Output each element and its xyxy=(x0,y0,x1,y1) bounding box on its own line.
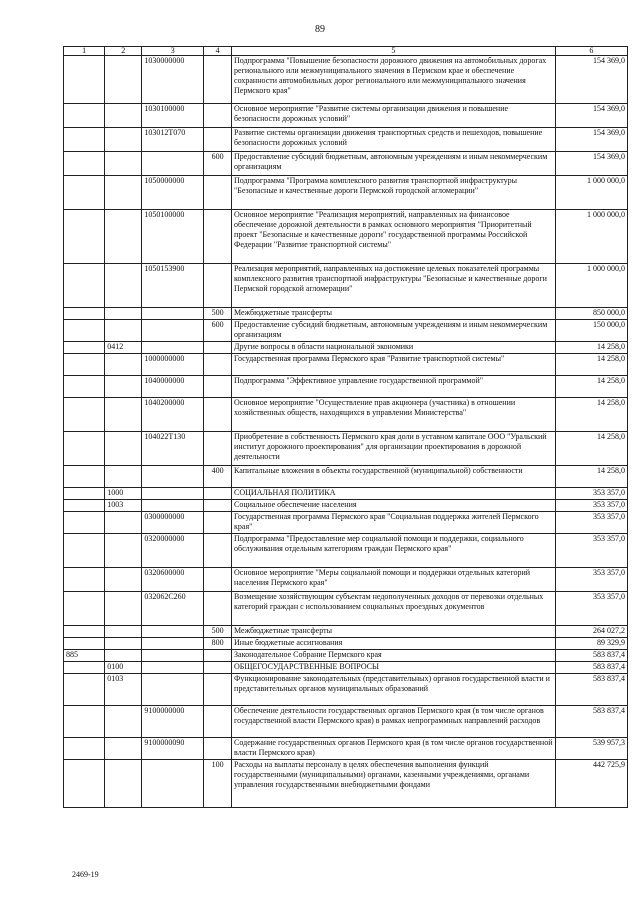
description-cell: Подпрограмма "Предоставление мер социальной помощи и поддержки, социального обслуживания отдельным категориям граждан Пермского края" xyxy=(232,534,556,568)
column-header: 2 xyxy=(105,47,142,56)
expense-type-cell xyxy=(204,738,232,760)
document-code: 2469-19 xyxy=(72,870,99,879)
description-cell: Подпрограмма "Эффективное управление государственной программой" xyxy=(232,376,556,398)
expense-type-cell xyxy=(204,376,232,398)
amount-cell: 353 357,0 xyxy=(555,500,627,512)
amount-cell: 154 369,0 xyxy=(555,152,627,176)
amount-cell: 442 725,9 xyxy=(555,760,627,808)
section-code-cell xyxy=(105,466,142,488)
expense-type-cell: 400 xyxy=(204,466,232,488)
ministry-code-cell xyxy=(64,512,105,534)
section-code-cell xyxy=(105,738,142,760)
section-code-cell xyxy=(105,760,142,808)
amount-cell: 353 357,0 xyxy=(555,568,627,592)
table-row xyxy=(64,56,628,104)
expense-type-cell xyxy=(204,104,232,128)
ministry-code-cell xyxy=(64,738,105,760)
ministry-code-cell xyxy=(64,534,105,568)
amount-cell: 353 357,0 xyxy=(555,488,627,500)
expense-type-cell xyxy=(204,56,232,104)
ministry-code-cell xyxy=(64,662,105,674)
ministry-code-cell xyxy=(64,398,105,432)
description-cell: Иные бюджетные ассигнования xyxy=(232,638,556,650)
amount-cell: 583 837,4 xyxy=(555,706,627,738)
table-row xyxy=(64,264,628,308)
expense-type-cell xyxy=(204,706,232,738)
ministry-code-cell xyxy=(64,104,105,128)
amount-cell: 150 000,0 xyxy=(555,320,627,342)
amount-cell: 353 357,0 xyxy=(555,512,627,534)
description-cell: Развитие системы организации движения транспортных средств и пешеходов, повышение безопасности дорожных условий xyxy=(232,128,556,152)
section-code-cell xyxy=(105,432,142,466)
target-article-cell xyxy=(142,662,204,674)
table-row xyxy=(64,398,628,432)
table-row xyxy=(64,466,628,488)
amount-cell: 1 000 000,0 xyxy=(555,264,627,308)
section-code-cell xyxy=(105,152,142,176)
ministry-code-cell xyxy=(64,320,105,342)
description-cell: Предоставление субсидий бюджетным, автономным учреждениям и иным некоммерческим организациям xyxy=(232,320,556,342)
target-article-cell: 1030000000 xyxy=(142,56,204,104)
table-row xyxy=(64,342,628,354)
amount-cell: 14 258,0 xyxy=(555,466,627,488)
description-cell: Основное мероприятие "Осуществление прав акционера (участника) в отношении хозяйственных обществ, находящихся в управлении Министерства" xyxy=(232,398,556,432)
description-cell: Расходы на выплаты персоналу в целях обеспечения выполнения функций государственными (муниципальными) органами, казенными учреждениями, органами управления государственными внебюджетными фондами xyxy=(232,760,556,808)
ministry-code-cell xyxy=(64,264,105,308)
table-row xyxy=(64,176,628,210)
expense-type-cell xyxy=(204,512,232,534)
table-row xyxy=(64,354,628,376)
expense-type-cell xyxy=(204,354,232,376)
target-article-cell: 1050000000 xyxy=(142,176,204,210)
description-cell: ОБЩЕГОСУДАРСТВЕННЫЕ ВОПРОСЫ xyxy=(232,662,556,674)
section-code-cell xyxy=(105,638,142,650)
ministry-code-cell xyxy=(64,432,105,466)
target-article-cell: 9100000090 xyxy=(142,738,204,760)
expense-type-cell xyxy=(204,128,232,152)
expense-type-cell xyxy=(204,488,232,500)
description-cell: СОЦИАЛЬНАЯ ПОЛИТИКА xyxy=(232,488,556,500)
section-code-cell: 0100 xyxy=(105,662,142,674)
target-article-cell: 032062С260 xyxy=(142,592,204,626)
description-cell: Реализация мероприятий, направленных на достижение целевых показателей программы комплексного развития транспортной инфраструктуры "Безопасные и качественные дороги Пермской городской агломерации" xyxy=(232,264,556,308)
description-cell: Возмещение хозяйствующим субъектам недополученных доходов от перевозки отдельных категорий граждан с использованием социальных проездных документов xyxy=(232,592,556,626)
target-article-cell: 1050153900 xyxy=(142,264,204,308)
expense-type-cell xyxy=(204,264,232,308)
ministry-code-cell xyxy=(64,56,105,104)
section-code-cell xyxy=(105,264,142,308)
section-code-cell xyxy=(105,176,142,210)
expense-type-cell: 600 xyxy=(204,152,232,176)
amount-cell: 264 027,2 xyxy=(555,626,627,638)
expense-type-cell: 500 xyxy=(204,308,232,320)
amount-cell: 154 369,0 xyxy=(555,128,627,152)
description-cell: Государственная программа Пермского края "Развитие транспортной системы" xyxy=(232,354,556,376)
amount-cell: 353 357,0 xyxy=(555,592,627,626)
section-code-cell: 0103 xyxy=(105,674,142,706)
section-code-cell xyxy=(105,592,142,626)
ministry-code-cell xyxy=(64,342,105,354)
target-article-cell xyxy=(142,626,204,638)
ministry-code-cell xyxy=(64,308,105,320)
amount-cell: 14 258,0 xyxy=(555,342,627,354)
expense-type-cell: 800 xyxy=(204,638,232,650)
target-article-cell: 1000000000 xyxy=(142,354,204,376)
amount-cell: 14 258,0 xyxy=(555,354,627,376)
table-row xyxy=(64,512,628,534)
amount-cell: 14 258,0 xyxy=(555,432,627,466)
table-row xyxy=(64,210,628,264)
section-code-cell: 0412 xyxy=(105,342,142,354)
ministry-code-cell xyxy=(64,706,105,738)
ministry-code-cell xyxy=(64,152,105,176)
description-cell: Другие вопросы в области национальной экономики xyxy=(232,342,556,354)
table-row xyxy=(64,760,628,808)
expense-type-cell xyxy=(204,592,232,626)
description-cell: Государственная программа Пермского края "Социальная поддержка жителей Пермского края" xyxy=(232,512,556,534)
budget-table xyxy=(63,46,628,808)
amount-cell: 89 329,9 xyxy=(555,638,627,650)
target-article-cell xyxy=(142,342,204,354)
expense-type-cell: 500 xyxy=(204,626,232,638)
table-row xyxy=(64,376,628,398)
description-cell: Основное мероприятие "Меры социальной помощи и поддержки отдельных категорий населения Пермского края" xyxy=(232,568,556,592)
expense-type-cell xyxy=(204,500,232,512)
ministry-code-cell xyxy=(64,674,105,706)
amount-cell: 583 837,4 xyxy=(555,650,627,662)
table-row xyxy=(64,500,628,512)
expense-type-cell xyxy=(204,568,232,592)
table-header-row xyxy=(64,47,628,56)
description-cell: Подпрограмма "Повышение безопасности дорожного движения на автомобильных дорогах регионального или межмуниципального значения в Пермском крае и обеспечение сохранности автомобильных дорог регионального или межмуниципального значения Пермского края" xyxy=(232,56,556,104)
section-code-cell xyxy=(105,534,142,568)
section-code-cell xyxy=(105,320,142,342)
table-row xyxy=(64,152,628,176)
section-code-cell xyxy=(105,706,142,738)
ministry-code-cell xyxy=(64,210,105,264)
section-code-cell: 1000 xyxy=(105,488,142,500)
target-article-cell xyxy=(142,500,204,512)
description-cell: Основное мероприятие "Развитие системы организации движения и повышение безопасности дорожных условий" xyxy=(232,104,556,128)
section-code-cell xyxy=(105,308,142,320)
target-article-cell xyxy=(142,466,204,488)
description-cell: Подпрограмма "Программа комплексного развития транспортной инфраструктуры "Безопасные и качественные дороги Пермской городской агломерации" xyxy=(232,176,556,210)
target-article-cell: 1050100000 xyxy=(142,210,204,264)
description-cell: Межбюджетные трансферты xyxy=(232,308,556,320)
target-article-cell xyxy=(142,638,204,650)
amount-cell: 14 258,0 xyxy=(555,376,627,398)
ministry-code-cell xyxy=(64,354,105,376)
expense-type-cell xyxy=(204,432,232,466)
amount-cell: 583 837,4 xyxy=(555,674,627,706)
table-row xyxy=(64,308,628,320)
expense-type-cell xyxy=(204,342,232,354)
table-row xyxy=(64,432,628,466)
ministry-code-cell xyxy=(64,500,105,512)
ministry-code-cell xyxy=(64,376,105,398)
section-code-cell xyxy=(105,626,142,638)
table-row xyxy=(64,128,628,152)
amount-cell: 1 000 000,0 xyxy=(555,176,627,210)
column-header: 6 xyxy=(555,47,627,56)
target-article-cell xyxy=(142,152,204,176)
ministry-code-cell xyxy=(64,466,105,488)
expense-type-cell xyxy=(204,650,232,662)
section-code-cell xyxy=(105,354,142,376)
description-cell: Предоставление субсидий бюджетным, автономным учреждениям и иным некоммерческим организациям xyxy=(232,152,556,176)
description-cell: Социальное обеспечение населения xyxy=(232,500,556,512)
target-article-cell xyxy=(142,760,204,808)
amount-cell: 154 369,0 xyxy=(555,56,627,104)
section-code-cell xyxy=(105,128,142,152)
amount-cell: 850 000,0 xyxy=(555,308,627,320)
target-article-cell: 0300000000 xyxy=(142,512,204,534)
table-row xyxy=(64,488,628,500)
ministry-code-cell xyxy=(64,638,105,650)
table-row xyxy=(64,320,628,342)
target-article-cell xyxy=(142,650,204,662)
ministry-code-cell xyxy=(64,626,105,638)
description-cell: Законодательное Собрание Пермского края xyxy=(232,650,556,662)
table-row xyxy=(64,706,628,738)
target-article-cell: 104022Т130 xyxy=(142,432,204,466)
section-code-cell xyxy=(105,56,142,104)
target-article-cell: 9100000000 xyxy=(142,706,204,738)
table-row xyxy=(64,592,628,626)
section-code-cell xyxy=(105,568,142,592)
target-article-cell xyxy=(142,320,204,342)
expense-type-cell xyxy=(204,176,232,210)
description-cell: Основное мероприятие "Реализация мероприятий, направленных на финансовое обеспечение дорожной деятельности в рамках основного мероприятия "Приоритетный проект "Безопасные и качественные дороги" государственной программы Российской Федерации "Развитие транспортной системы" xyxy=(232,210,556,264)
amount-cell: 154 369,0 xyxy=(555,104,627,128)
target-article-cell xyxy=(142,488,204,500)
description-cell: Функционирование законодательных (представительных) органов государственной власти и представительных органов муниципальных образований xyxy=(232,674,556,706)
target-article-cell: 1040000000 xyxy=(142,376,204,398)
section-code-cell: 1003 xyxy=(105,500,142,512)
ministry-code-cell xyxy=(64,128,105,152)
target-article-cell: 0320600000 xyxy=(142,568,204,592)
target-article-cell: 0320000000 xyxy=(142,534,204,568)
description-cell: Обеспечение деятельности государственных органов Пермского края (в том числе органов государственной власти Пермского края) в рамках непрограммных направлений расходов xyxy=(232,706,556,738)
ministry-code-cell xyxy=(64,568,105,592)
column-header: 1 xyxy=(64,47,105,56)
ministry-code-cell xyxy=(64,176,105,210)
section-code-cell xyxy=(105,104,142,128)
expense-type-cell: 600 xyxy=(204,320,232,342)
table-row xyxy=(64,104,628,128)
description-cell: Капитальные вложения в объекты государственной (муниципальной) собственности xyxy=(232,466,556,488)
section-code-cell xyxy=(105,376,142,398)
description-cell: Межбюджетные трансферты xyxy=(232,626,556,638)
table-row xyxy=(64,626,628,638)
amount-cell: 539 957,3 xyxy=(555,738,627,760)
page-number: 89 xyxy=(315,24,325,35)
section-code-cell xyxy=(105,650,142,662)
expense-type-cell xyxy=(204,674,232,706)
ministry-code-cell xyxy=(64,592,105,626)
amount-cell: 14 258,0 xyxy=(555,398,627,432)
table-row xyxy=(64,568,628,592)
table-row xyxy=(64,662,628,674)
expense-type-cell: 100 xyxy=(204,760,232,808)
target-article-cell xyxy=(142,308,204,320)
column-header: 5 xyxy=(232,47,556,56)
target-article-cell: 1030100000 xyxy=(142,104,204,128)
expense-type-cell xyxy=(204,210,232,264)
expense-type-cell xyxy=(204,534,232,568)
section-code-cell xyxy=(105,398,142,432)
table-row xyxy=(64,650,628,662)
table-row xyxy=(64,638,628,650)
description-cell: Содержание государственных органов Пермского края (в том числе органов государственной власти Пермского края) xyxy=(232,738,556,760)
expense-type-cell xyxy=(204,662,232,674)
target-article-cell: 1040200000 xyxy=(142,398,204,432)
ministry-code-cell xyxy=(64,488,105,500)
section-code-cell xyxy=(105,210,142,264)
amount-cell: 353 357,0 xyxy=(555,534,627,568)
table-row xyxy=(64,534,628,568)
ministry-code-cell xyxy=(64,760,105,808)
amount-cell: 583 837,4 xyxy=(555,662,627,674)
column-header: 3 xyxy=(142,47,204,56)
section-code-cell xyxy=(105,512,142,534)
target-article-cell: 103012Т070 xyxy=(142,128,204,152)
amount-cell: 1 000 000,0 xyxy=(555,210,627,264)
table-row xyxy=(64,674,628,706)
ministry-code-cell: 885 xyxy=(64,650,105,662)
expense-type-cell xyxy=(204,398,232,432)
description-cell: Приобретение в собственность Пермского края доли в уставном капитале ООО "Уральский институт дорожного проектирования" для организации проектирования в дорожной деятельности xyxy=(232,432,556,466)
column-header: 4 xyxy=(204,47,232,56)
table-row xyxy=(64,738,628,760)
target-article-cell xyxy=(142,674,204,706)
